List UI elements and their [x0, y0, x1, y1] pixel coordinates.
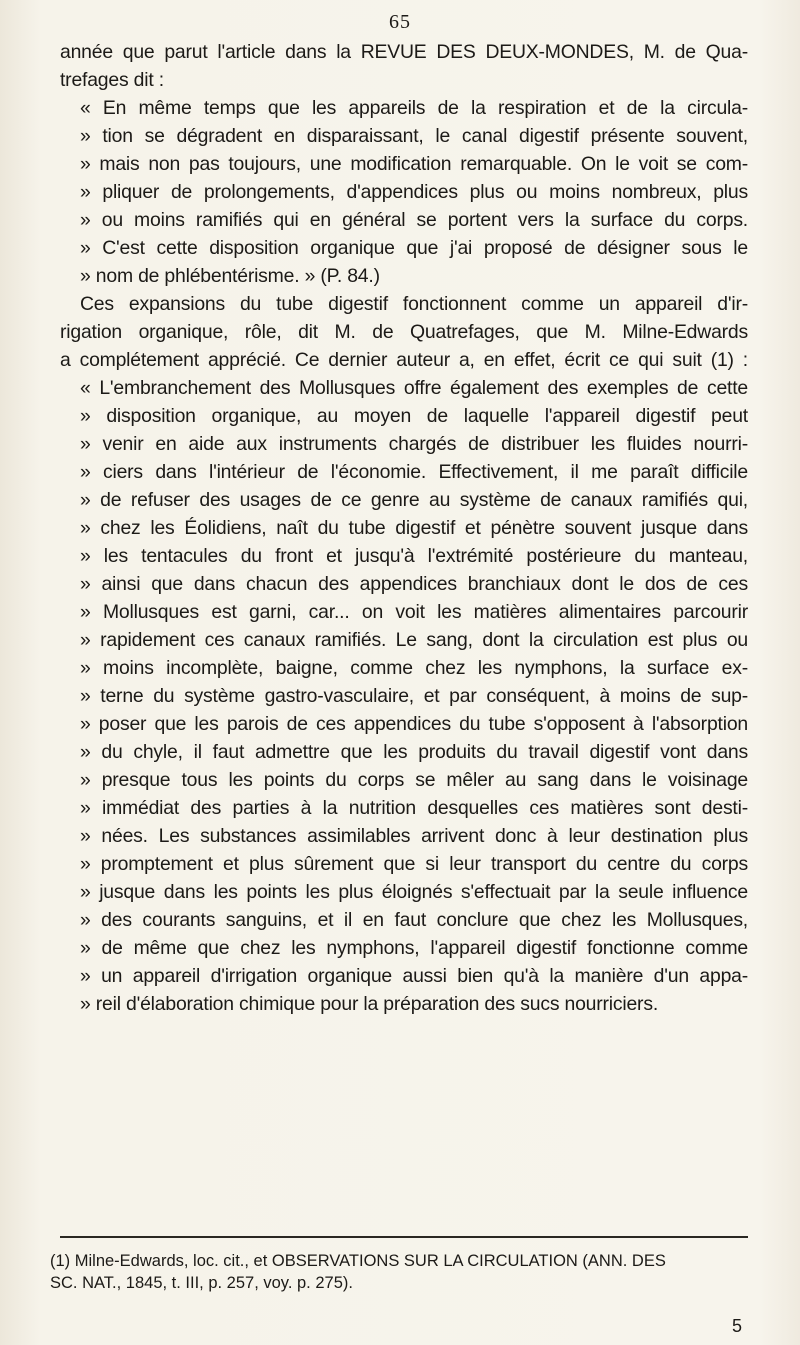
text-line: » pliquer de prolongements, d'appendices plus ou moins nombreux, plus: [80, 181, 748, 203]
text-line: » jusque dans les points les plus éloignés s'effectuait par la seule influence: [80, 881, 748, 903]
text-line: » ainsi que dans chacun des appendices branchiaux dont le dos de ces: [80, 573, 748, 595]
text-line: a complétement apprécié. Ce dernier auteur a, en effet, écrit ce qui suit (1) :: [60, 349, 748, 371]
text-line: » de même que chez les nymphons, l'appareil digestif fonctionne comme: [80, 937, 748, 959]
text-line: » poser que les parois de ces appendices du tube s'opposent à l'absorption: [80, 713, 748, 735]
text-line: » ou moins ramifiés qui en général se portent vers la surface du corps.: [80, 209, 748, 231]
text-line: » chez les Éolidiens, naît du tube digestif et pénètre souvent jusque dans: [80, 517, 748, 539]
text-line: » nom de phlébentérisme. » (P. 84.): [80, 265, 380, 287]
footnote-line: (1) Milne-Edwards, loc. cit., et OBSERVATIONS SUR LA CIRCULATION (ANN. DES: [50, 1252, 666, 1270]
text-line: » disposition organique, au moyen de laquelle l'appareil digestif peut: [80, 405, 748, 427]
text-line: « En même temps que les appareils de la respiration et de la circula-: [80, 97, 748, 119]
text-line: année que parut l'article dans la REVUE DES DEUX-MONDES, M. de Qua-: [60, 41, 748, 63]
text-line: » un appareil d'irrigation organique aussi bien qu'à la manière d'un appa-: [80, 965, 748, 987]
text-line: » venir en aide aux instruments chargés de distribuer les fluides nourri-: [80, 433, 748, 455]
footnote-line: SC. NAT., 1845, t. III, p. 257, voy. p. 275).: [50, 1274, 353, 1292]
text-line: » Mollusques est garni, car... on voit les matières alimentaires parcourir: [80, 601, 748, 623]
text-line: trefages dit :: [60, 69, 164, 91]
text-line: » terne du système gastro-vasculaire, et par conséquent, à moins de sup-: [80, 685, 748, 707]
signature-mark: 5: [731, 1316, 742, 1336]
text-line: » du chyle, il faut admettre que les produits du travail digestif vont dans: [80, 741, 748, 763]
text-line: » reil d'élaboration chimique pour la préparation des sucs nourriciers.: [80, 993, 659, 1015]
text-line: » nées. Les substances assimilables arrivent donc à leur destination plus: [80, 825, 748, 847]
text-line: » rapidement ces canaux ramifiés. Le sang, dont la circulation est plus ou: [80, 629, 748, 651]
text-line: » des courants sanguins, et il en faut conclure que chez les Mollusques,: [80, 909, 748, 931]
text-line: » mais non pas toujours, une modification remarquable. On le voit se com-: [80, 153, 748, 175]
text-line: » promptement et plus sûrement que si leur transport du centre du corps: [80, 853, 748, 875]
text-line: » de refuser des usages de ce genre au système de canaux ramifiés qui,: [80, 489, 748, 511]
text-line: rigation organique, rôle, dit M. de Quatrefages, que M. Milne-Edwards: [60, 321, 748, 343]
text-line: » moins incomplète, baigne, comme chez les nymphons, la surface ex-: [80, 657, 748, 679]
text-line: « L'embranchement des Mollusques offre également des exemples de cette: [80, 377, 748, 399]
body-text: [60, 38, 748, 1018]
footnote-divider: [60, 1236, 748, 1238]
text-line: » presque tous les points du corps se mêler au sang dans le voisinage: [80, 769, 748, 791]
footnote: [50, 1250, 750, 1294]
text-line: » C'est cette disposition organique que j'ai proposé de désigner sous le: [80, 237, 748, 259]
text-line: » ciers dans l'intérieur de l'économie. Effectivement, il me paraît difficile: [80, 461, 748, 483]
page-number: 65: [389, 11, 411, 33]
text-line: » les tentacules du front et jusqu'à l'extrémité postérieure du manteau,: [80, 545, 748, 567]
text-line: Ces expansions du tube digestif fonctionnent comme un appareil d'ir-: [80, 293, 748, 315]
text-line: » immédiat des parties à la nutrition desquelles ces matières sont desti-: [80, 797, 748, 819]
text-line: » tion se dégradent en disparaissant, le canal digestif présente souvent,: [80, 125, 748, 147]
